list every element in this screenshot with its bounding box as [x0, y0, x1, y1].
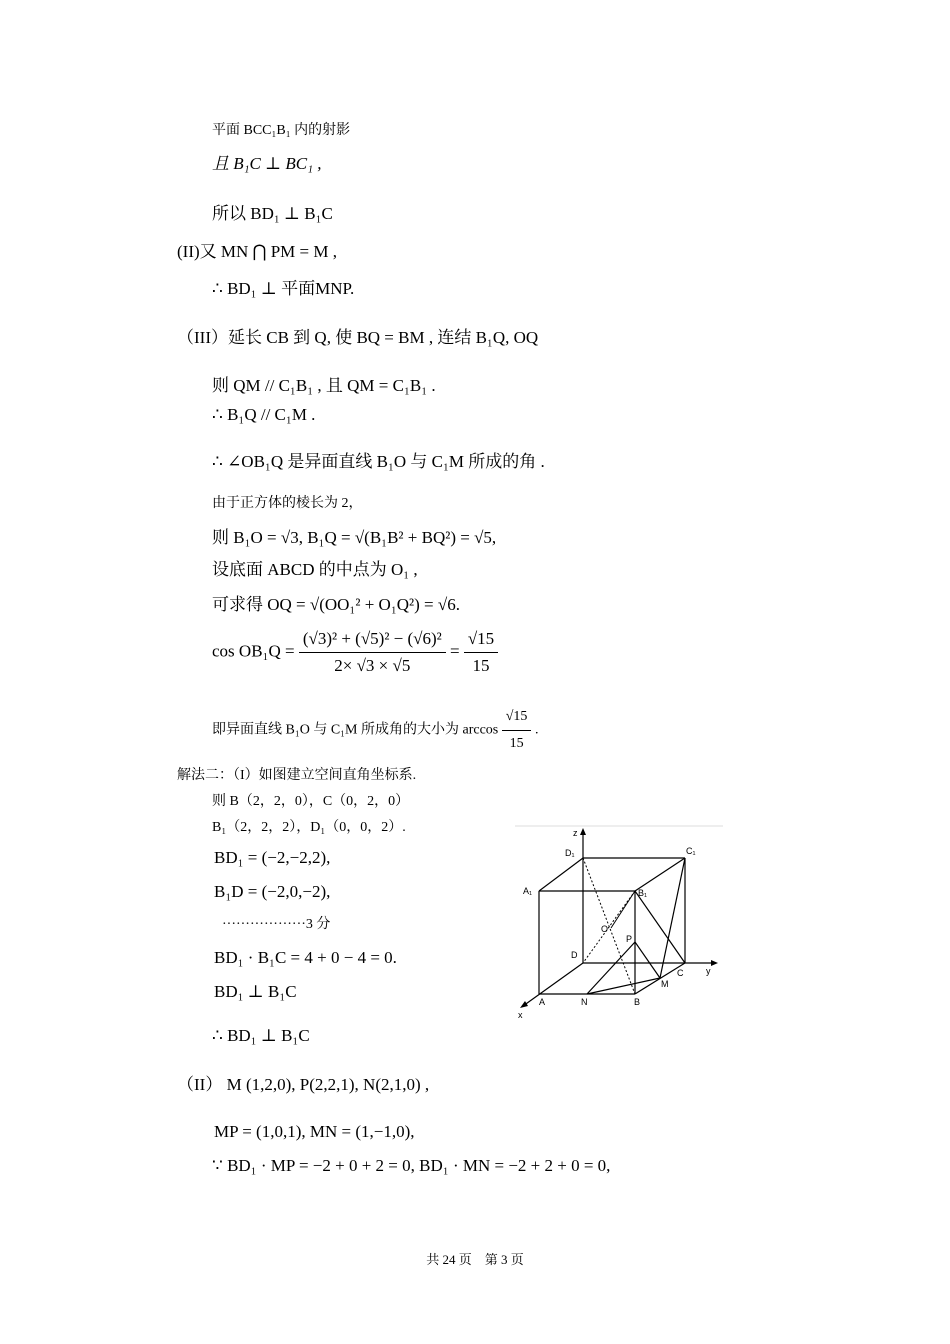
label-a1: A₁ — [523, 886, 533, 896]
text-line: BD₁ ⊥ B₁C — [214, 982, 297, 1001]
label-b: B — [634, 997, 641, 1007]
page-footer: 共 24 页 第 3 页 — [426, 1252, 524, 1267]
segment-pn — [587, 942, 635, 994]
fraction-denominator: 2× √3 × √5 — [334, 656, 411, 675]
answer-period: . — [534, 722, 539, 738]
label-c: C — [677, 968, 684, 978]
label-x: x — [518, 1010, 523, 1020]
diagonal-bd1 — [583, 858, 635, 994]
formula-fraction — [299, 628, 446, 677]
text-line: 则 B（2，2，0），C（0，2，0） — [212, 794, 410, 809]
text-line: （II） M (1,2,0), P(2,2,1), N(2,1,0) , — [177, 1075, 430, 1094]
text-line: 由于正方体的棱长为 2， — [212, 496, 363, 511]
label-p: P — [626, 934, 633, 944]
text-line: 且 B₁C ⊥ BC₁ , — [212, 154, 322, 173]
answer-denominator: 15 — [509, 736, 524, 751]
result-denominator: 15 — [472, 656, 490, 675]
text-line: B₁D = (−2,0,−2), — [214, 882, 331, 901]
label-d: D — [571, 950, 578, 960]
text-line: ∴ BD₁ ⊥ B₁C — [212, 1026, 310, 1045]
text-line: ∴ B₁Q // C₁M . — [212, 405, 316, 424]
text-line: MP = (1,0,1), MN = (1,−1,0), — [214, 1122, 415, 1141]
x-arrow — [520, 1001, 528, 1008]
equals-sign: = — [450, 641, 460, 661]
text-line: 设底面 ABCD 的中点为 O₁ , — [212, 560, 418, 579]
label-d1: D₁ — [565, 848, 575, 858]
y-arrow — [711, 960, 718, 966]
label-y: y — [706, 966, 711, 976]
text-line: 所以 BD₁ ⊥ B₁C — [212, 204, 333, 223]
label-a: A — [539, 997, 546, 1007]
text-line: ∴ BD₁ ⊥ 平面MNP. — [212, 279, 355, 298]
text-line: B₁（2，2，2），D₁（0，0，2）. — [212, 820, 406, 835]
z-arrow — [580, 828, 586, 835]
edge-c1b1 — [635, 858, 685, 891]
text-line: 则 B₁O = √3, B₁Q = √(B₁B² + BQ²) = √5, — [212, 528, 497, 547]
answer-text: 即异面直线 B₁O 与 C₁M 所成角的大小为 arccos — [212, 722, 499, 738]
text-line: (II)又 MN ⋂ PM = M , — [177, 242, 338, 261]
label-c1: C₁ — [686, 846, 696, 856]
text-line: （III）延长 CB 到 Q, 使 BQ = BM , 连结 B₁Q, OQ — [177, 328, 539, 347]
label-o: O — [601, 924, 609, 934]
cosine-formula — [212, 628, 498, 677]
label-z: z — [573, 828, 578, 838]
text-line: BD₁ · B₁C = 4 + 0 − 4 = 0. — [214, 948, 397, 967]
segment-nm — [587, 978, 660, 994]
result-numerator: √15 — [464, 628, 498, 653]
label-n: N — [581, 997, 588, 1007]
text-line: 解法二：（I）如图建立空间直角坐标系. — [177, 768, 417, 783]
answer-fraction — [502, 706, 532, 755]
text-line: 可求得 OQ = √(OO₁² + O₁Q²) = √6. — [212, 595, 460, 614]
edge-d1a1 — [539, 858, 583, 891]
answer-line — [212, 706, 538, 755]
label-b1: B₁ — [638, 888, 648, 898]
formula-lhs: cos OB₁Q = — [212, 641, 295, 661]
segment-c1m — [660, 858, 685, 978]
segment-b1o — [611, 891, 635, 928]
text-line: ··················3 分 — [222, 917, 331, 932]
answer-numerator: √15 — [502, 706, 532, 731]
diagonal-b1d — [583, 891, 635, 963]
text-line: BD₁ = (−2,−2,2), — [214, 848, 331, 867]
label-m: M — [661, 979, 669, 989]
text-line: 平面 BCC₁B₁ 内的射影 — [212, 123, 351, 138]
text-line: 则 QM // C₁B₁ , 且 QM = C₁B₁ . — [212, 376, 436, 395]
text-line: ∴ ∠OB₁Q 是异面直线 B₁O 与 C₁M 所成的角 . — [212, 452, 545, 471]
fraction-numerator: (√3)² + (√5)² − (√6)² — [299, 628, 446, 653]
result-fraction — [464, 628, 498, 677]
cube-coordinate-figure — [515, 824, 725, 1024]
text-line: ∵ BD₁ · MP = −2 + 0 + 2 = 0, BD₁ · MN = −2 + 2 + 0 = 0, — [212, 1156, 611, 1175]
segment-pm — [635, 942, 660, 978]
x-axis — [523, 963, 583, 1006]
